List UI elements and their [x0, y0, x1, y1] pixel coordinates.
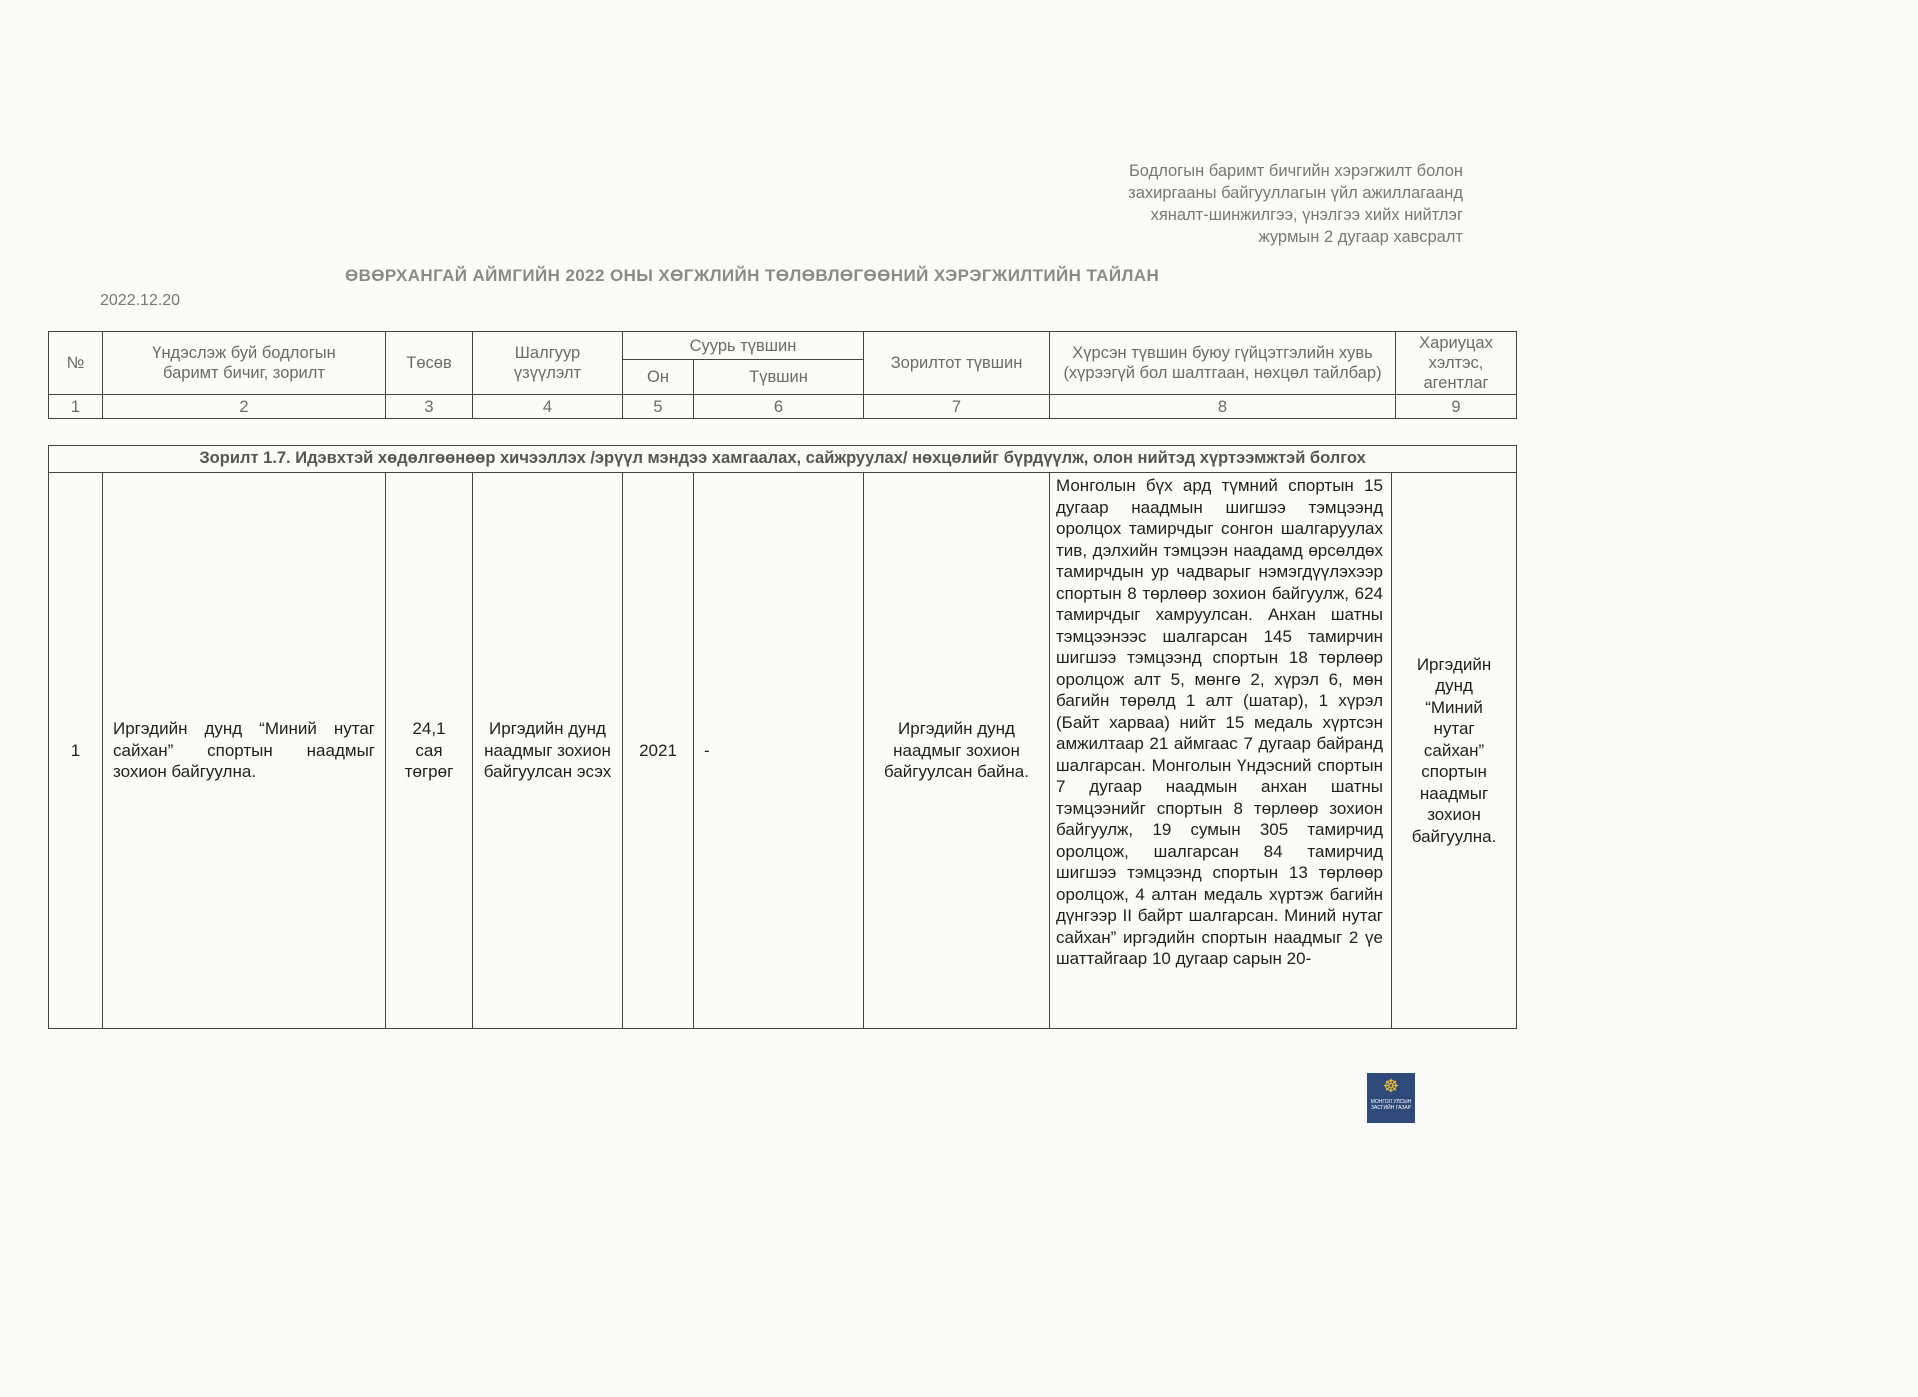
column-number: 7: [864, 395, 1050, 419]
policy-line: Иргэдийн дунд “Миний нутаг: [113, 719, 375, 739]
column-number: 5: [623, 395, 694, 419]
indicator-cell: Иргэдийн дунд наадмыг зохион байгуулсан эсэх: [473, 473, 623, 1029]
achieved-text: Монголын бүх ард түмний спортын 15 дугаар наадмын шигшээ тэмцээнд оролцох тамирчдыг сонгон шалгаруулах тив, дэлхийн тэмцээн наадамд өрсөлдөх тамирчдын ур чадварыг нэмэгдүүлэхээр спортын 8 төрлөөр зохион байгуулж, 624 тамирчдыг хамруулсан. Анхан шатны тэмцээнээс шалгарсан 145 тамирчин шигшээ тэмцээнд спортын 18 төрлөөр оролцож алт 5, мөнгө 2, хүрэл 6, мөн багийн төрөлд 1 алт (шатар), 1 хүрэл (Байт харваа) нийт 15 медаль хүртсэн амжилтаар 21 аймгаас 7 дугаар байранд шалгарсан. Монголын Үндэсний спортын 7 дугаар наадмын анхан шатны тэмцээнийг спортын 8 төрлөөр зохион байгуулж, 19 сумын 305 тамирчид оролцож, шалгарсан 84 тамирчид шигшээ тэмцээнд спортын 13 төрлөөр оролцож, 4 алтан медаль хүртэж багийн дүнгээр II байрт шалгарсан. Миний нутаг сайхан” иргэдийн спортын наадмыг 2 үе шаттайгаар 10 дугаар сарын 20-: [1056, 476, 1383, 968]
target-cell: Иргэдийн дунд наадмыг зохион байгуулсан байна.: [864, 473, 1050, 1029]
column-number: 8: [1050, 395, 1396, 419]
column-number: 1: [49, 395, 103, 419]
objective-text: Зорилт 1.7. Идэвхтэй хөдөлгөөнөөр хичээллэх /эрүүл мэндээ хамгаалах, сайжруулах/ нөхцөлийг бүрдүүлж, олон нийтэд хүртээмжтэй болгох: [49, 446, 1517, 473]
logo-line: МОНГОЛ УЛСЫН: [1370, 1099, 1412, 1105]
header-indicator: Шалгуур үзүүлэлт: [473, 332, 623, 395]
column-number: 9: [1396, 395, 1517, 419]
budget-cell: 24,1 сая төгрөг: [386, 473, 473, 1029]
objective-row: [49, 446, 1517, 473]
header-no: №: [49, 332, 103, 395]
report-title: ӨВӨРХАНГАЙ АЙМГИЙН 2022 ОНЫ ХӨГЖЛИЙН ТӨЛӨВЛӨГӨӨНИЙ ХЭРЭГЖИЛТИЙН ТАЙЛАН: [345, 266, 1160, 285]
report-table: [48, 445, 1517, 1029]
policy-line: зохион байгуулна.: [113, 762, 257, 782]
header-achieved: Хүрсэн түвшин буюу гүйцэтгэлийн хувь (хүрээгүй бол шалтгаан, нөхцөл тайлбар): [1050, 332, 1396, 395]
header-table: [48, 331, 1517, 419]
column-number: 3: [386, 395, 473, 419]
appendix-note: [1043, 160, 1463, 248]
appendix-line: захиргааны байгууллагын үйл ажиллагаанд: [1128, 184, 1463, 202]
header-baseline-level: Түвшин: [694, 360, 864, 395]
header-budget: Төсөв: [386, 332, 473, 395]
policy-cell: [103, 473, 386, 1029]
government-seal-logo: [1367, 1073, 1415, 1123]
policy-line: сайхан” спортын наадмыг: [113, 740, 375, 760]
baseline-year-cell: 2021: [623, 473, 694, 1029]
column-number: 6: [694, 395, 864, 419]
achieved-cell: [1050, 473, 1392, 1029]
appendix-line: хяналт-шинжилгээ, үнэлгээ хийх нийтлэг: [1150, 206, 1463, 224]
logo-line: ЗАСГИЙН ГАЗАР: [1370, 1105, 1412, 1111]
column-number: 4: [473, 395, 623, 419]
header-baseline-year: Он: [623, 360, 694, 395]
appendix-line: журмын 2 дугаар хавсралт: [1258, 228, 1463, 246]
report-date: 2022.12.20: [100, 292, 181, 309]
header-policy: Үндэслэж буй бодлогын баримт бичиг, зорилт: [103, 332, 386, 395]
row-number: 1: [49, 473, 103, 1029]
header-target: Зорилтот түвшин: [864, 332, 1050, 395]
header-baseline: Суурь түвшин: [623, 332, 864, 360]
table-row: [49, 473, 1517, 1029]
baseline-level-cell: -: [694, 473, 864, 1029]
header-responsible: Хариуцах хэлтэс, агентлаг: [1396, 332, 1517, 395]
column-number: 2: [103, 395, 386, 419]
responsible-cell: Иргэдийн дунд “Миний нутаг сайхан” спортын наадмыг зохион байгуулна.: [1392, 473, 1517, 1029]
appendix-line: Бодлогын баримт бичгийн хэрэгжилт болон: [1128, 162, 1463, 180]
soyombo-icon: ☸: [1382, 1076, 1400, 1096]
